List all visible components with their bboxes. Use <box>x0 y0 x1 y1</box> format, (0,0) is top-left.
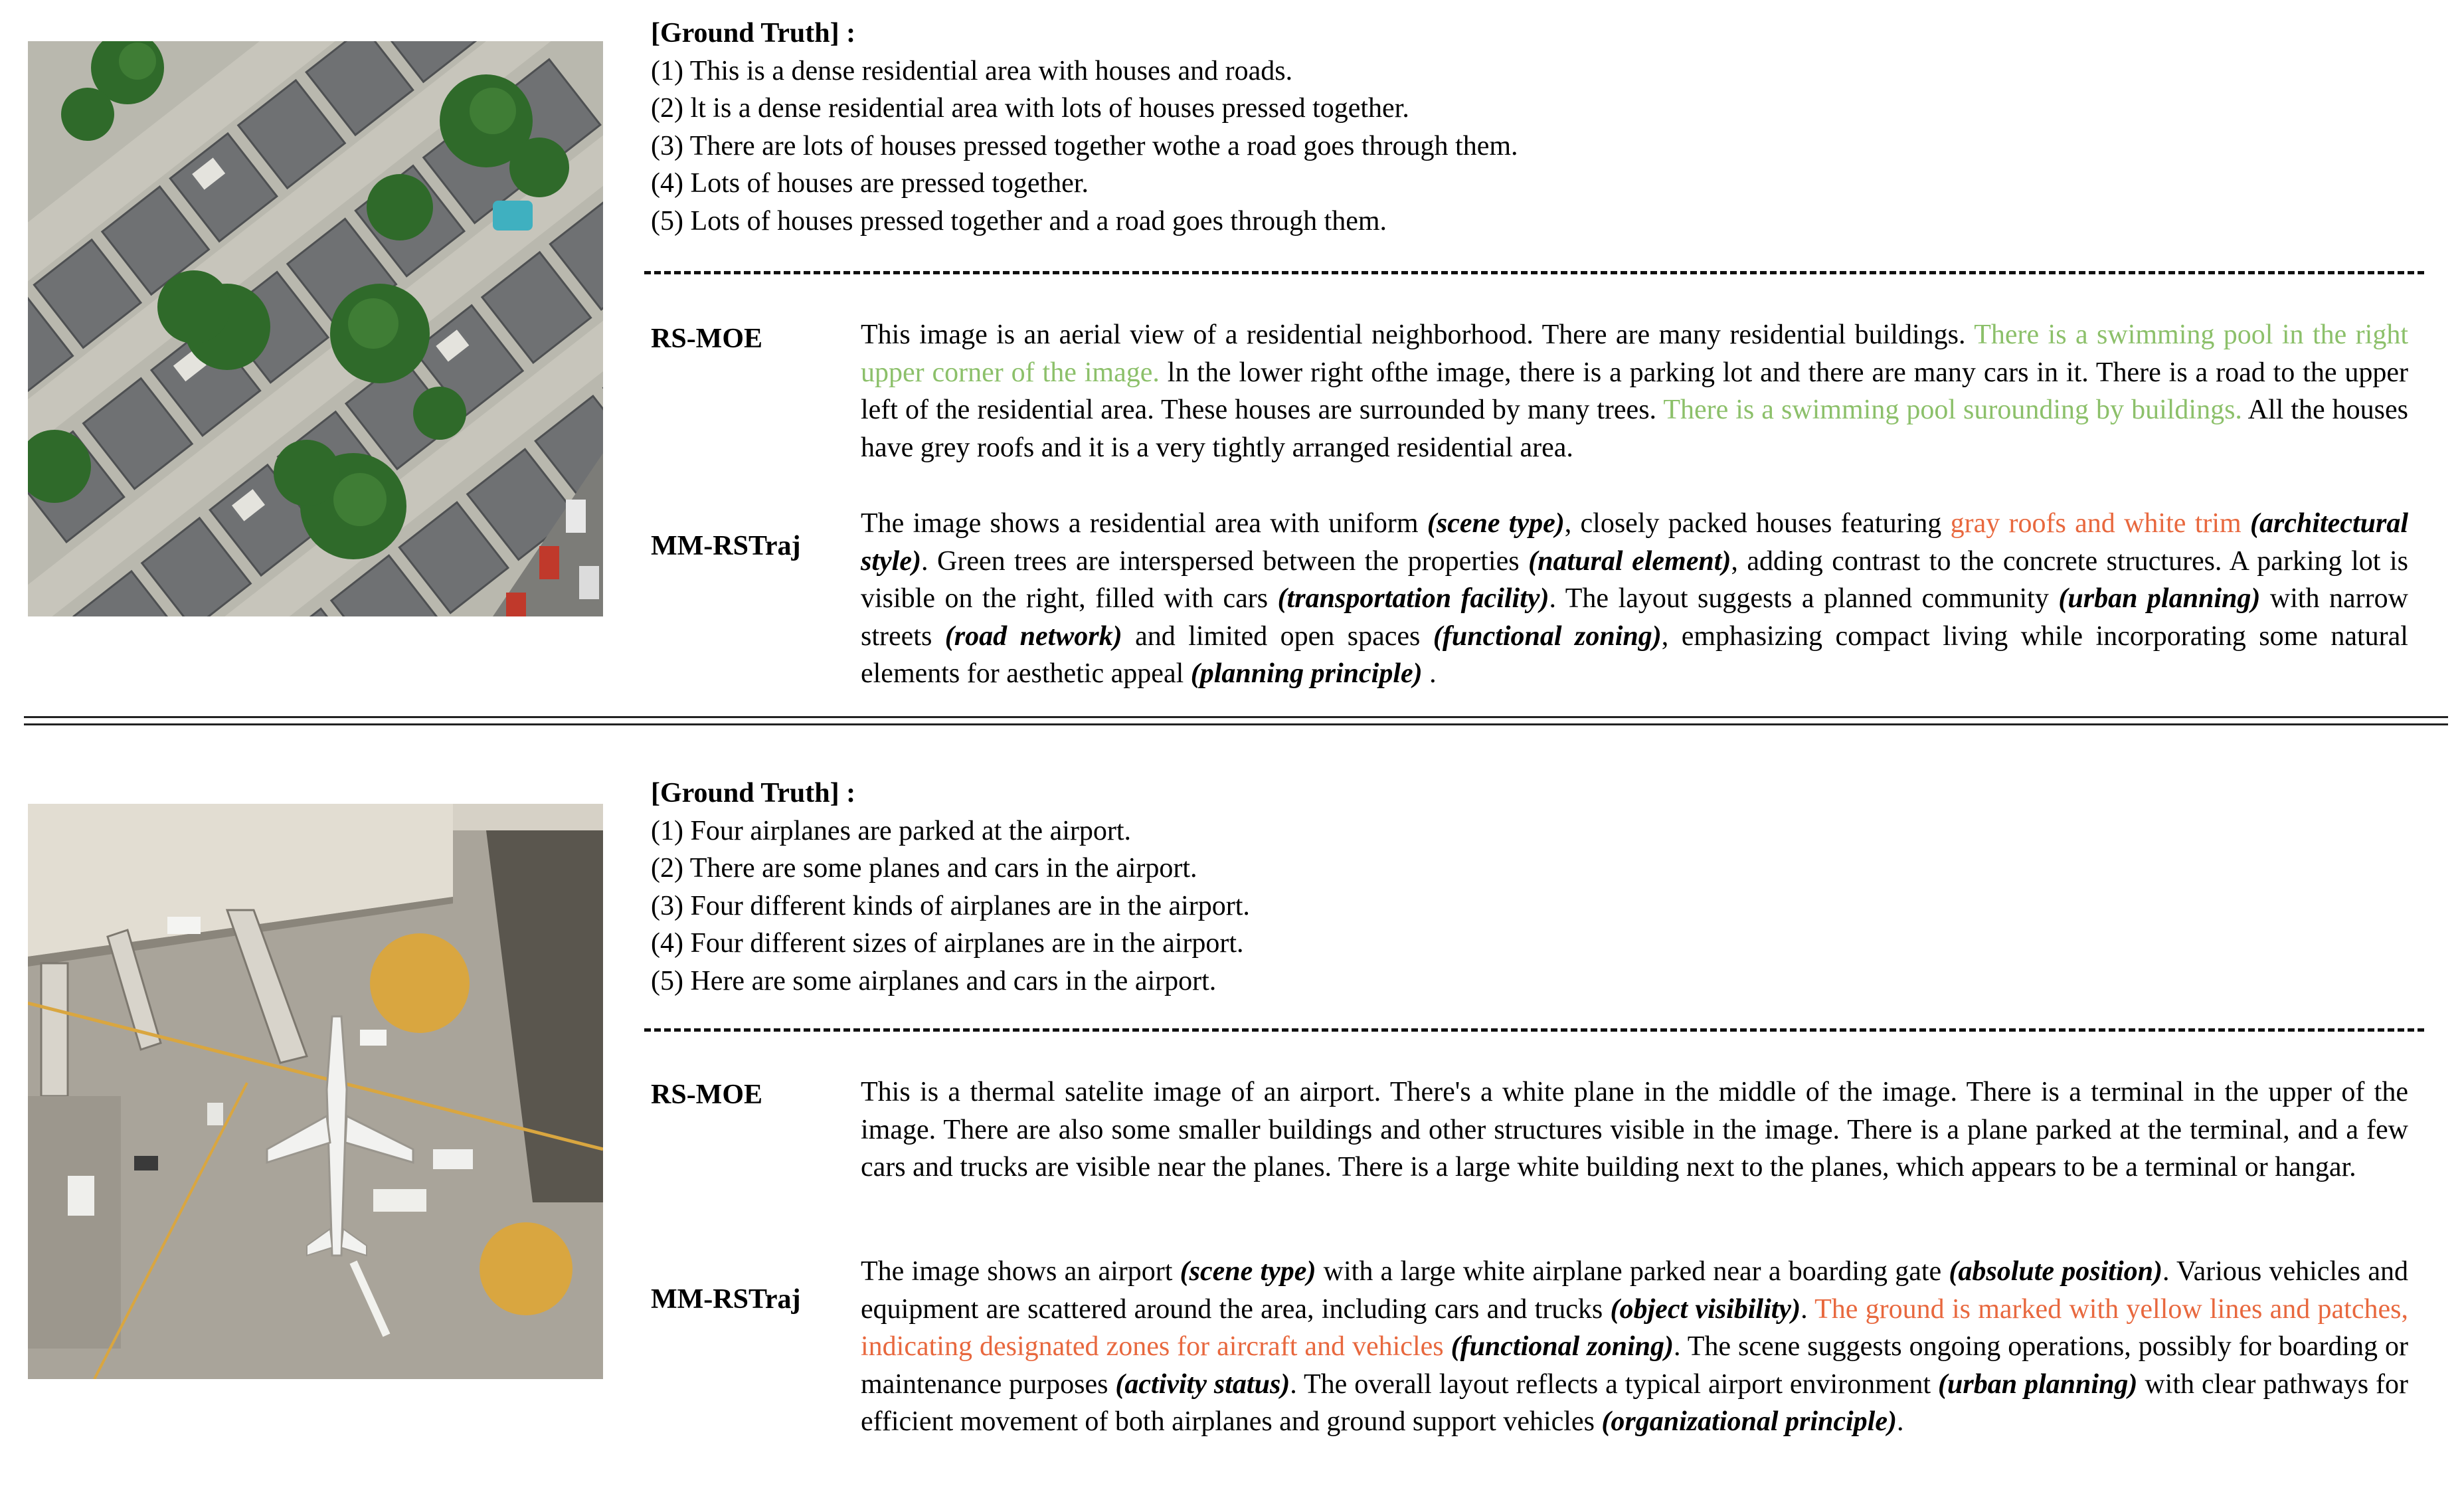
example-residential <box>0 0 2464 717</box>
aerial-airport-photo <box>28 804 603 1379</box>
caption-segment: . <box>1896 1406 1904 1437</box>
mm-rstraj-label: MM-RSTraj <box>651 531 801 561</box>
caption-segment: with narrow streets <box>861 583 2408 652</box>
caption-segment: and limited open spaces <box>1122 620 1433 652</box>
marking-patch-icon <box>370 933 470 1033</box>
dashed-divider <box>644 271 2424 274</box>
caption-tag: (functional zoning) <box>1433 620 1662 652</box>
caption-segment-hallucination: There is a swimming pool surounding by buildings. <box>1663 395 2242 425</box>
caption-tag: (organizational principle) <box>1601 1406 1897 1437</box>
caption-segment: ln the lower right ofthe image, there is a parking lot and there are many cars in it. There is a road to the upper left of the residential area. These houses are surrounded by many trees. <box>861 357 2408 425</box>
caption-segment-highlight: The ground is marked with yellow lines and patches, indicating designated zones for aircraft and vehicles <box>861 1293 2408 1362</box>
caption-segment: with a large white airplane parked near a boarding gate <box>1316 1256 1949 1287</box>
ground-truth-1 <box>651 15 2418 240</box>
caption-tag: (natural element) <box>1528 545 1731 577</box>
rs-moe-caption <box>861 316 2408 466</box>
caption-tag: (architectural style) <box>861 508 2409 577</box>
caption-segment: with clear pathways for efficient movement of both airplanes and ground support vehicles <box>861 1368 2408 1437</box>
aerial-residential-photo <box>28 41 603 616</box>
residential-image-icon <box>28 41 603 616</box>
mm-rstraj-caption <box>861 1253 2408 1441</box>
caption-segment: This image is an aerial view of a residential neighborhood. There are many residential buildings. <box>861 320 1975 350</box>
mm-rstraj-label: MM-RSTraj <box>651 1284 801 1315</box>
example-airport <box>0 757 2464 1496</box>
caption-segment: The image shows an airport <box>861 1256 1180 1287</box>
ground-truth-title: [Ground Truth] : <box>651 778 856 808</box>
caption-segment: , adding contrast to the concrete structures. A parking lot is visible on the right, filled with cars <box>861 545 2408 614</box>
caption-tag: (activity status) <box>1115 1368 1290 1400</box>
caption-segment: . <box>1801 1293 1815 1325</box>
caption-tag: (scene type) <box>1180 1256 1316 1287</box>
caption-segment <box>2242 508 2250 539</box>
ground-truth-line: (2) There are some planes and cars in the airport. <box>651 853 1197 884</box>
caption-tag: (absolute position) <box>1949 1256 2162 1287</box>
caption-tag: (functional zoning) <box>1451 1331 1674 1362</box>
caption-segment: . The scene suggests ongoing operations, possibly for boarding or maintenance purposes <box>861 1331 2408 1400</box>
dashed-divider <box>644 1028 2424 1032</box>
section-separator-bottom <box>24 723 2448 725</box>
caption-segment: . Various vehicles and equipment are scattered around the area, including cars and trucks <box>861 1256 2408 1325</box>
ground-truth-title: [Ground Truth] : <box>651 18 856 48</box>
caption-segment-highlight: gray roofs and white trim <box>1950 508 2242 539</box>
rs-moe-label: RS-MOE <box>651 324 762 354</box>
caption-tag: (road network) <box>944 620 1122 652</box>
ground-truth-line: (4) Four different sizes of airplanes are in the airport. <box>651 928 1244 959</box>
caption-segment: The image shows a residential area with uniform <box>861 508 1427 539</box>
caption-segment <box>1444 1331 1451 1362</box>
ground-truth-line: (3) There are lots of houses pressed together wothe a road goes through them. <box>651 130 1518 161</box>
caption-tag: (transportation facility) <box>1277 583 1549 614</box>
ground-truth-line: (1) This is a dense residential area with houses and roads. <box>651 55 1293 86</box>
caption-segment: , emphasizing compact living while incorporating some natural elements for aesthetic appeal <box>861 620 2408 689</box>
mm-rstraj-caption <box>861 505 2408 693</box>
ground-truth-line: (2) lt is a dense residential area with lots of houses pressed together. <box>651 93 1409 124</box>
caption-segment-hallucination: There is a swimming pool in the right upper corner of the image. <box>861 320 2408 388</box>
airport-image-icon <box>28 804 603 1379</box>
caption-tag: (scene type) <box>1427 508 1565 539</box>
caption-tag: (urban planning) <box>1938 1368 2138 1400</box>
rs-moe-label: RS-MOE <box>651 1079 762 1110</box>
caption-segment: . <box>1422 658 1437 689</box>
ground-truth-line: (3) Four different kinds of airplanes are in the airport. <box>651 890 1250 921</box>
caption-tag: (object visibility) <box>1610 1293 1801 1325</box>
caption-segment: This is a thermal satelite image of an airport. There's a white plane in the middle of the image. There is a terminal in the upper of the image. There are also some smaller buildings and other structures visible in the image. There is a plane parked at the terminal, and a few cars and trucks are visible near the planes. There is a large white building next to the planes, which appears to be a terminal or hangar. <box>861 1077 2408 1182</box>
ground-truth-line: (5) Lots of houses pressed together and a road goes through them. <box>651 205 1387 236</box>
caption-tag: (urban planning) <box>2058 583 2261 614</box>
ground-truth-line: (5) Here are some airplanes and cars in the airport. <box>651 965 1217 996</box>
section-separator-top <box>24 716 2448 718</box>
rs-moe-caption <box>861 1074 2408 1186</box>
ground-truth-2 <box>651 775 2418 1000</box>
caption-segment: . Green trees are interspersed between the properties <box>921 545 1529 577</box>
caption-tag: (planning principle) <box>1190 658 1423 689</box>
pool-icon <box>493 201 533 231</box>
caption-segment: All the houses have grey roofs and it is a very tightly arranged residential area. <box>861 395 2409 463</box>
caption-segment: , closely packed houses featuring <box>1564 508 1951 539</box>
caption-segment: . The layout suggests a planned community <box>1549 583 2059 614</box>
ground-truth-line: (1) Four airplanes are parked at the airport. <box>651 815 1132 846</box>
ground-truth-line: (4) Lots of houses are pressed together. <box>651 168 1089 199</box>
caption-segment: . The overall layout reflects a typical airport environment <box>1290 1368 1939 1400</box>
